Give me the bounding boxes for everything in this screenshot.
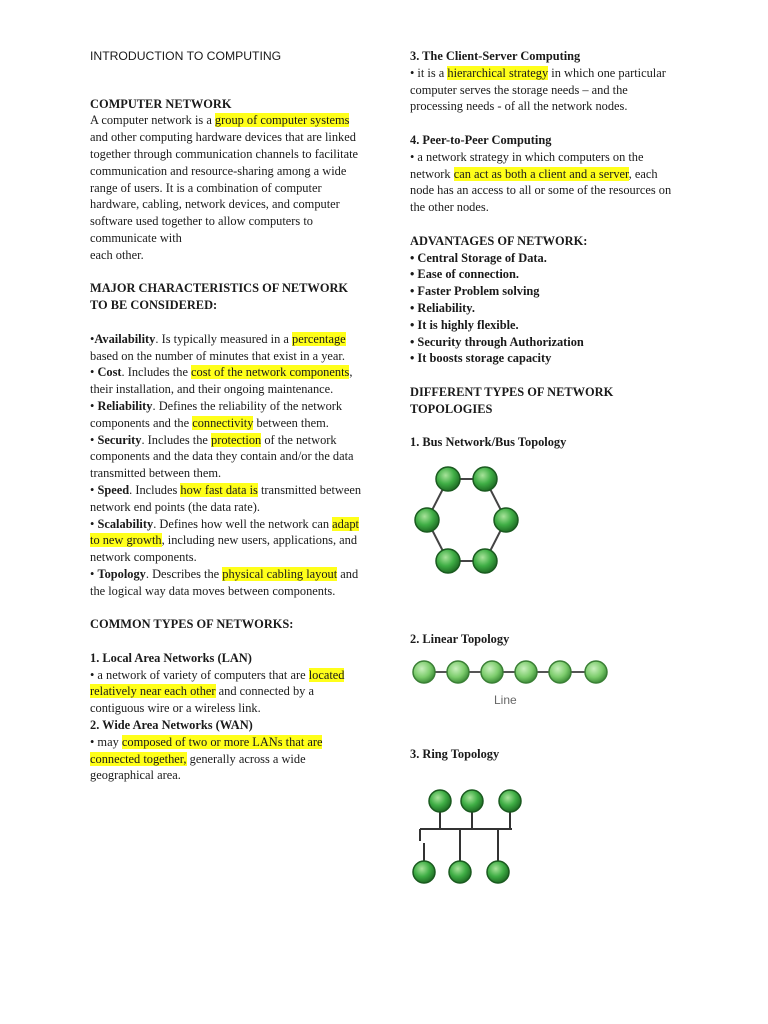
network-node-icon [449, 861, 471, 883]
network-node-icon [481, 661, 503, 683]
topologies-heading: DIFFERENT TYPES OF NETWORK TOPOLOGIES [410, 384, 614, 416]
network-node-icon [473, 467, 497, 491]
computer-network-paragraph: A computer network is a group of computer systems and other computing hardware devices that are linked together through communication channels to facilitate communication and resource-sharing among a wide range of users. It is a combination of computer hardware, cabling, network devices, and computer software used together to allow computers to communicate with [90, 113, 359, 245]
list-item: • It boosts storage capacity [410, 351, 552, 366]
network-node-icon [413, 861, 435, 883]
client-server-paragraph: • it is a hierarchical strategy in which one particular computer serves the storage needs – and the processing needs - of all the network nodes. [410, 65, 666, 114]
client-server-title: 3. The Client-Server Computing [410, 49, 581, 63]
bus-topology-title: 1. Bus Network/Bus Topology [410, 435, 567, 450]
list-item: • Scalability. Defines how well the network can adapt to new growth, including new users, applications, and network components. [90, 516, 359, 565]
characteristics-heading: MAJOR CHARACTERISTICS OF NETWORK TO BE CONSIDERED: [90, 281, 349, 313]
list-item: • Topology. Describes the physical cabling layout and the logical way data moves between components. [90, 566, 359, 598]
network-node-icon [515, 661, 537, 683]
network-node-icon [429, 790, 451, 812]
network-node-icon [585, 661, 607, 683]
lan-title: 1. Local Area Networks (LAN) [90, 650, 252, 665]
characteristics-list [90, 331, 362, 600]
ring-topology-diagram [410, 779, 530, 889]
list-item: • Central Storage of Data. [410, 250, 547, 265]
computer-network-heading: COMPUTER NETWORK [90, 96, 232, 111]
computer-network-paragraph-tail: each other. [90, 247, 144, 262]
common-types-heading: COMMON TYPES OF NETWORKS: [90, 617, 294, 632]
list-item: • Faster Problem solving [410, 284, 540, 299]
list-item: • Security through Authorization [410, 334, 584, 349]
right-column [410, 48, 682, 889]
linear-topology-title: 2. Linear Topology [410, 632, 510, 647]
list-item: • Reliability. [410, 300, 475, 315]
highlight: group of computer systems [214, 113, 350, 128]
network-node-icon [436, 467, 460, 491]
wan-paragraph: • may composed of two or more LANs that are connected together, generally across a wide geographical area. [90, 734, 323, 783]
linear-caption: Line [494, 692, 517, 707]
network-node-icon [494, 508, 518, 532]
network-node-icon [549, 661, 571, 683]
list-item: • Ease of connection. [410, 267, 519, 282]
network-node-icon [473, 549, 497, 573]
linear-topology-diagram [410, 658, 615, 716]
p2p-title: 4. Peer-to-Peer Computing [410, 132, 552, 147]
advantages-heading: ADVANTAGES OF NETWORK: [410, 233, 588, 248]
network-node-icon [436, 549, 460, 573]
network-node-icon [415, 508, 439, 532]
wan-title: 2. Wide Area Networks (WAN) [90, 718, 253, 733]
list-item: • It is highly flexible. [410, 317, 519, 332]
list-item: •Availability. Is typically measured in a percentage based on the number of minutes that exist in a year. [90, 331, 346, 363]
doc-title: INTRODUCTION TO COMPUTING [90, 49, 282, 63]
lan-paragraph: • a network of variety of computers that are located relatively near each other and connected by a contiguous wire or a wireless link. [90, 667, 345, 716]
network-node-icon [461, 790, 483, 812]
network-node-icon [499, 790, 521, 812]
p2p-paragraph: • a network strategy in which computers on the network can act as both a client and a server, each node has an access to all or some of the resources on the other nodes. [410, 149, 672, 215]
list-item: • Speed. Includes how fast data is transmitted between network end points (the data rate). [90, 482, 362, 514]
advantages-list [410, 250, 682, 368]
network-node-icon [447, 661, 469, 683]
ring-topology-title: 3. Ring Topology [410, 746, 500, 761]
list-item: • Cost. Includes the cost of the network components, their installation, and their ongoing maintenance. [90, 365, 353, 397]
network-node-icon [487, 861, 509, 883]
list-item: • Reliability. Defines the reliability of the network components and the connectivity between them. [90, 398, 343, 430]
bus-topology-diagram [410, 461, 520, 579]
network-node-icon [413, 661, 435, 683]
left-column [90, 48, 362, 784]
list-item: • Security. Includes the protection of the network components and the data they contain and/or the data transmitted between them. [90, 432, 354, 481]
